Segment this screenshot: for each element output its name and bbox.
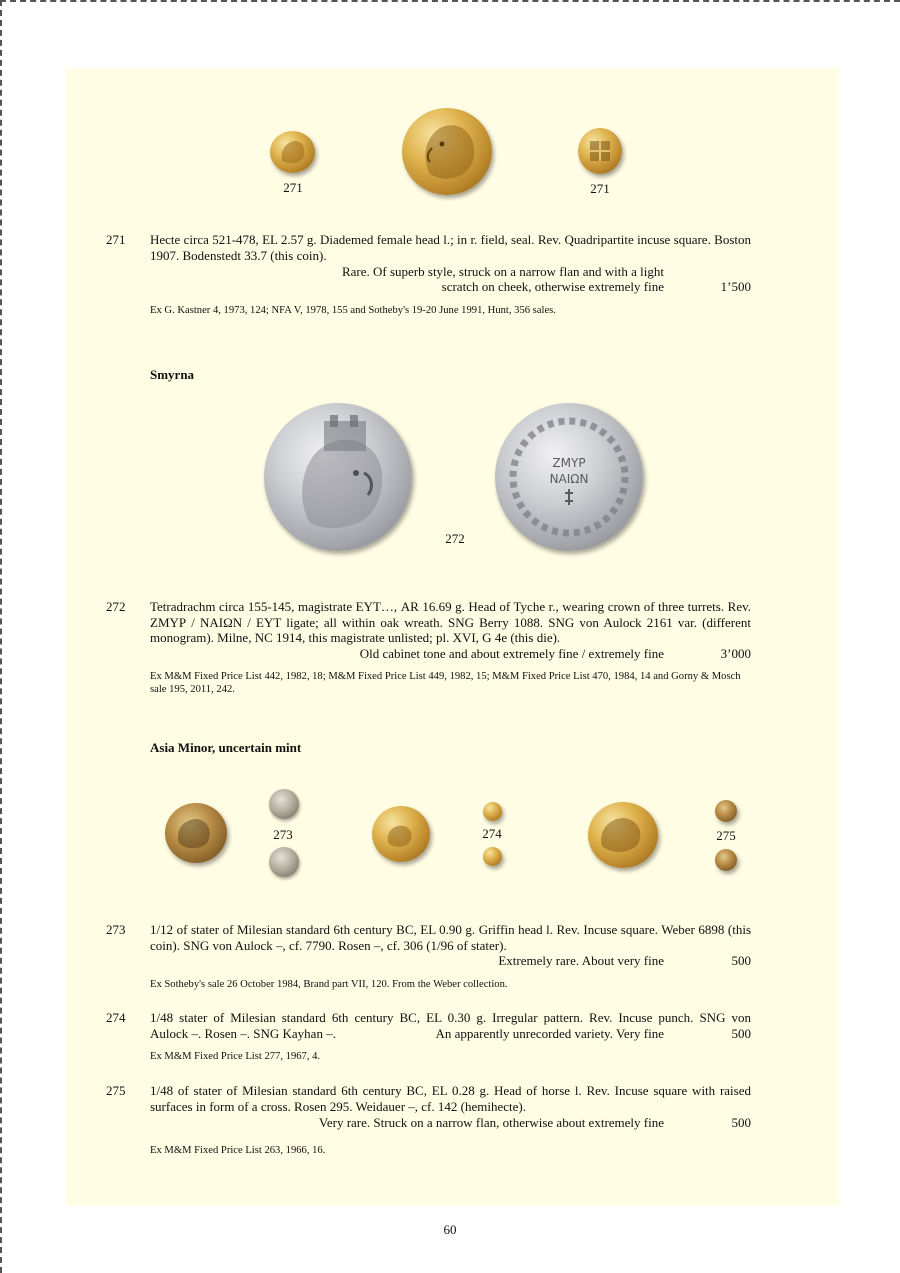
lot-description-273: 1/12 of stater of Milesian standard 6th century BC, EL 0.90 g. Griffin head l. Rev. Incuse square. Weber 6898 (this coin). SNG von Aulock –, cf. 7790. Rosen –, cf. 306 (1/96 of stater). [150,922,751,953]
coin-273-obverse-enlarged [165,803,227,863]
coin-272-obverse [264,403,412,551]
lot-provenance-274: Ex M&M Fixed Price List 277, 1967, 4. [150,1051,321,1062]
lot-description-274-line2: Aulock –. Rosen –. SNG Kayhan –. [150,1026,336,1041]
coin-274-reverse [483,847,502,866]
coin-273-obverse [269,789,299,819]
coin-label-271-right: 271 [590,181,610,196]
lot-price-273: 500 [731,953,751,968]
lot-number-273: 273 [106,922,126,937]
coin-272-reverse [495,403,643,551]
lot-provenance-275: Ex M&M Fixed Price List 263, 1966, 16. [150,1145,326,1156]
lot-condition-271-line1: Rare. Of superb style, struck on a narrow flan and with a light [341,264,664,279]
coin-275-reverse [715,849,737,871]
coin-label-271-left: 271 [283,180,303,195]
lot-description-274-line1: 1/48 stater of Milesian standard 6th century BC, EL 0.30 g. Irregular pattern. Rev. Incuse punch. SNG von [150,1010,751,1025]
coin-272-legend-line1: ΖΜΥΡ [552,456,586,470]
lot-price-272: 3’000 [720,646,751,661]
coin-275-obverse-enlarged [588,802,658,868]
lot-price-271: 1’500 [720,279,751,294]
lot-price-275: 500 [731,1115,751,1130]
lot-price-274: 500 [731,1026,751,1041]
lot-number-275: 275 [106,1083,126,1098]
coin-label-274: 274 [482,826,502,841]
page-number: 60 [443,1222,457,1237]
coin-271-obverse-small [270,131,315,173]
coin-label-275: 275 [716,828,736,843]
coin-274-obverse-enlarged [372,806,430,862]
lot-provenance-271: Ex G. Kastner 4, 1973, 124; NFA V, 1978, 155 and Sotheby's 19-20 June 1991, Hunt, 356 sales. [150,305,556,316]
coin-271-reverse [578,128,622,174]
lot-condition-274: An apparently unrecorded variety. Very fine [435,1026,664,1041]
coin-273-reverse [269,847,299,877]
lot-condition-275: Very rare. Struck on a narrow flan, otherwise about extremely fine [318,1115,664,1130]
crop-mark-left [0,0,2,1273]
coin-label-272: 272 [445,531,465,546]
lot-number-272: 272 [106,599,126,614]
lot-number-274: 274 [106,1010,126,1025]
section-heading-smyrna: Smyrna [150,367,195,382]
lot-condition-271-line2: scratch on cheek, otherwise extremely fine [441,279,664,294]
coin-271-obverse-enlarged [402,108,492,195]
crop-mark-top [0,0,900,2]
lot-description-275: 1/48 of stater of Milesian standard 6th century BC, EL 0.28 g. Head of horse l. Rev. Incuse square with raised surfaces in form of a cross. Rosen 295. Weidauer –, cf. 142 (hemihecte). [150,1083,751,1114]
lot-description-271: Hecte circa 521-478, EL 2.57 g. Diademed female head l.; in r. field, seal. Rev. Quadripartite incuse square. Boston 1907. Bodenstedt 33.7 (this coin). [150,232,751,263]
section-heading-asia-minor: Asia Minor, uncertain mint [150,740,302,755]
lot-provenance-272: Ex M&M Fixed Price List 442, 1982, 18; M&M Fixed Price List 449, 1982, 15; M&M Fixed Price List 470, 1984, 14 and Gorny & Mosch sale 195, 2011, 242. [150,671,741,695]
lot-number-271: 271 [106,232,126,247]
lot-condition-273: Extremely rare. About very fine [498,953,664,968]
lot-condition-272: Old cabinet tone and about extremely fine / extremely fine [359,646,664,661]
lot-provenance-273: Ex Sotheby's sale 26 October 1984, Brand part VII, 120. From the Weber collection. [150,979,508,990]
coin-label-273: 273 [273,827,293,842]
lot-description-272: Tetradrachm circa 155-145, magistrate ΕΥΤ…, AR 16.69 g. Head of Tyche r., wearing crown of three turrets. Rev. ΖΜΥΡ / ΝΑΙΩΝ / ΕΥΤ ligate; all within oak wreath. SNG Berry 1088. SNG von Aulock 2161 var. (different monogram). Milne, NC 1914, this magistrate unlisted; pl. XVI, G 4e (this die). [150,599,751,645]
coin-272-legend-line2: ΝΑΙΩΝ [549,472,589,486]
coin-275-obverse [715,800,737,822]
coin-274-obverse [483,802,502,821]
